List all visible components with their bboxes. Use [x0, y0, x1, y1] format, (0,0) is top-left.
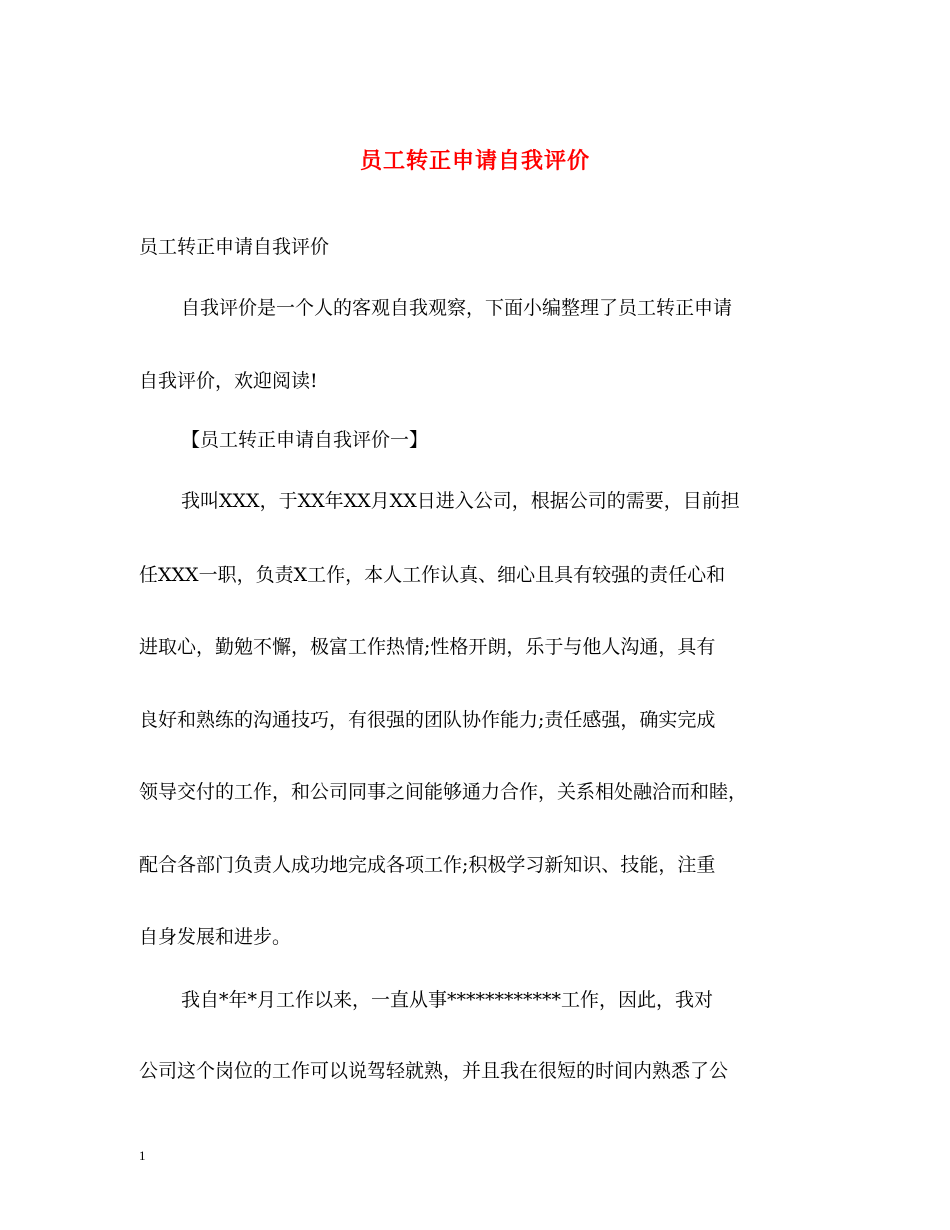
body-line: 我叫XXX，于XX年XX月XX日进入公司，根据公司的需要，目前担 — [181, 490, 740, 512]
body-line: 自身发展和进步。 — [139, 926, 292, 948]
body-line: 进取心，勤勉不懈，极富工作热情;性格开朗，乐于与他人沟通，具有 — [139, 636, 716, 658]
body-line: 配合各部门负责人成功地完成各项工作;积极学习新知识、技能，注重 — [139, 854, 716, 876]
body-line: 自我评价，欢迎阅读! — [139, 370, 318, 392]
body-line: 领导交付的工作，和公司同事之间能够通力合作，关系相处融洽而和睦， — [139, 781, 748, 803]
subtitle-line: 员工转正申请自我评价 — [139, 236, 330, 258]
section-heading: 【员工转正申请自我评价一】 — [181, 429, 429, 451]
body-line: 良好和熟练的沟通技巧，有很强的团队协作能力;责任感强，确实完成 — [139, 709, 716, 731]
body-line: 任XXX一职，负责X工作，本人工作认真、细心且具有较强的责任心和 — [139, 564, 726, 586]
body-line: 我自*年*月工作以来，一直从事************工作，因此，我对 — [181, 989, 714, 1011]
body-line: 自我评价是一个人的客观自我观察，下面小编整理了员工转正申请 — [181, 297, 733, 319]
document-title: 员工转正申请自我评价 — [359, 149, 590, 174]
body-line: 公司这个岗位的工作可以说驾轻就熟，并且我在很短的时间内熟悉了公 — [139, 1060, 729, 1082]
page-number: 1 — [139, 1148, 146, 1163]
